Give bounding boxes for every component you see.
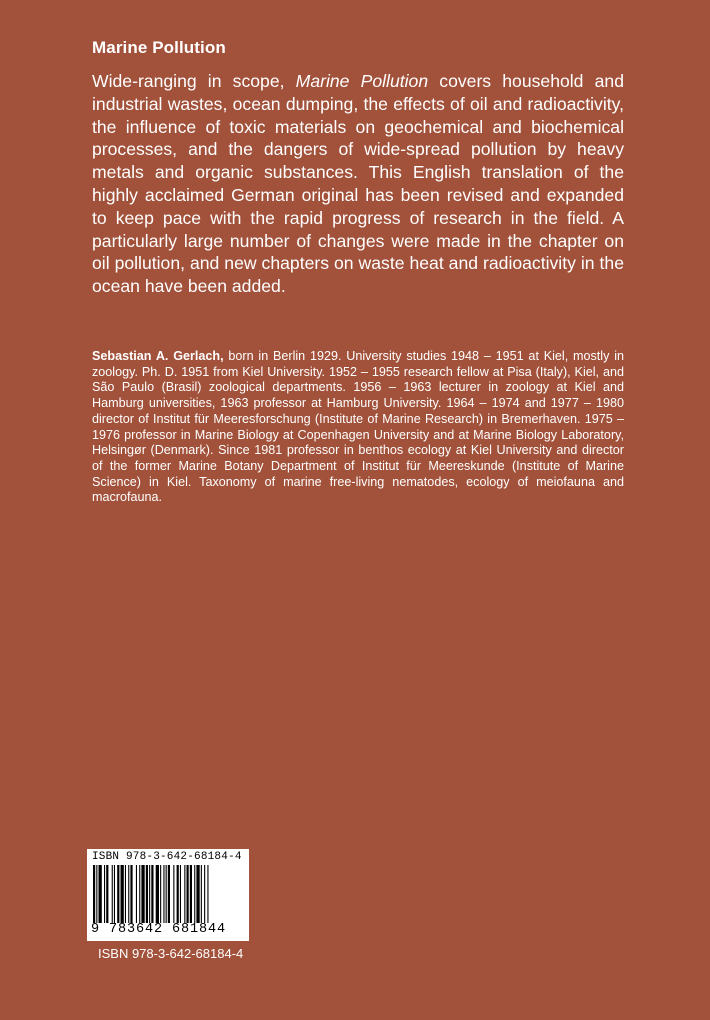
- barcode-bar: [194, 865, 195, 923]
- barcode-bar: [136, 865, 137, 923]
- barcode-bar: [141, 865, 144, 923]
- barcode-bar: [166, 865, 167, 923]
- barcode-bar: [139, 865, 140, 923]
- blurb-intro: Wide-ranging in scope,: [92, 71, 296, 91]
- barcode-label: [87, 849, 249, 941]
- barcode-bar: [128, 865, 129, 923]
- barcode-bar: [184, 865, 185, 923]
- barcode-bar: [96, 865, 97, 923]
- isbn-top-text: ISBN 978-3-642-68184-4: [92, 851, 242, 863]
- blurb-body: covers household and industrial wastes, ocean dumping, the effects of oil and radioactivity, the influence of toxic materials on geochemical and biochemical processes, and the dangers of wide-spread pollution by heavy metals and organic substances. This English translation of the highly acclaimed German original has been revised and expanded to keep pace with the rapid progress of research in the field. A particularly large number of changes were made in the chapter on oil pollution, and new chapters on waste heat and radioactivity in the ocean have been added.: [92, 71, 624, 297]
- barcode-bar: [204, 865, 205, 923]
- barcode-bar: [151, 865, 153, 923]
- barcode-bar: [177, 865, 179, 923]
- barcode-bar: [125, 865, 126, 923]
- barcode-bar: [190, 865, 192, 923]
- barcode-bar: [180, 865, 181, 923]
- barcode-bar: [121, 865, 124, 923]
- book-title: Marine Pollution: [92, 38, 226, 57]
- barcode: [93, 865, 243, 923]
- barcode-bar: [106, 865, 108, 923]
- author-bio-text: born in Berlin 1929. University studies 1948 – 1951 at Kiel, mostly in zoology. Ph. D. 1951 from Kiel University. 1952 – 1955 research fellow at Pisa (Italy), Kiel, and São Paulo (Brasil) zoological departments. 1956 – 1963 lecturer in zoology at Kiel and Hamburg universities, 1963 professor at Hamburg University. 1964 – 1974 and 1977 – 1980 director of Institut für Meeresforschung (Institute of Marine Research) in Bremerhaven. 1975 – 1976 professor in Marine Biology at Copenhagen University and at Marine Biology Laboratory, Helsingør (Denmark). Since 1981 professor in benthos ecology at Kiel University and director of the former Marine Botany Department of Institut für Meereskunde (Institute of Marine Science) in Kiel. Taxonomy of marine free-living nematodes, ecology of meiofauna and macrofauna.: [92, 349, 624, 505]
- barcode-bar: [173, 865, 174, 923]
- barcode-bar: [168, 865, 170, 923]
- barcode-bar: [130, 865, 132, 923]
- barcode-bar: [156, 865, 159, 923]
- barcode-bar: [196, 865, 199, 923]
- barcode-bar: [187, 865, 189, 923]
- barcode-bar: [160, 865, 161, 923]
- barcode-bar: [117, 865, 119, 923]
- barcode-bar: [207, 865, 208, 923]
- barcode-digits: 9 783642 681844: [91, 922, 227, 937]
- author-name: Sebastian A. Gerlach,: [92, 349, 224, 363]
- barcode-bar: [146, 865, 148, 923]
- barcode-bar: [201, 865, 202, 923]
- isbn-bottom-text: ISBN 978-3-642-68184-4: [98, 946, 244, 961]
- barcode-bar: [112, 865, 113, 923]
- blurb-title-italic: Marine Pollution: [295, 71, 429, 91]
- author-bio: [92, 349, 624, 506]
- barcode-bar: [93, 865, 95, 923]
- barcode-bar: [104, 865, 105, 923]
- barcode-bar: [163, 865, 164, 923]
- barcode-bar: [99, 865, 102, 923]
- barcode-bar: [149, 865, 150, 923]
- barcode-bar: [114, 865, 115, 923]
- book-blurb: [92, 70, 624, 298]
